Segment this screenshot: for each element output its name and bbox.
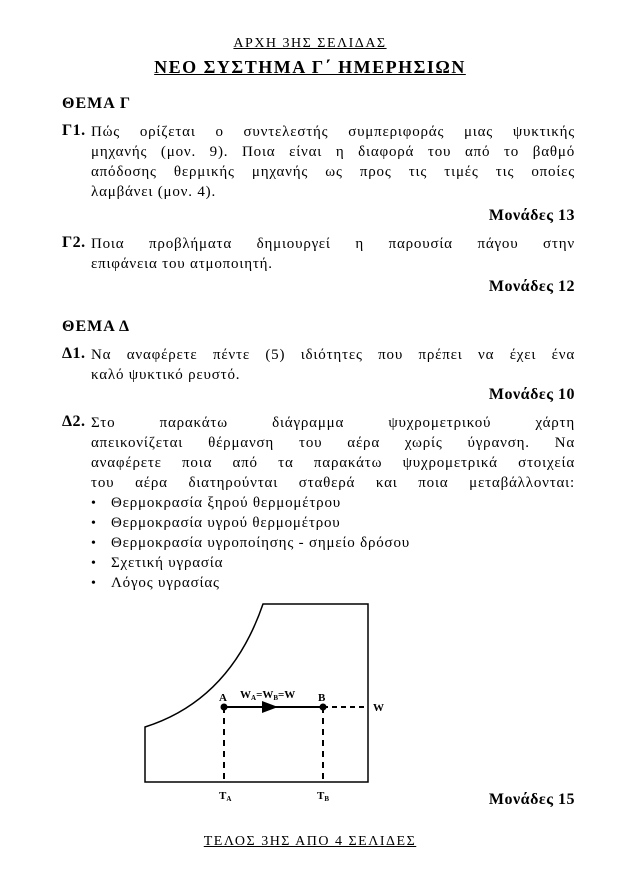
question-d2-marks: Μονάδες 15 — [488, 791, 575, 808]
list-item: • Θερμοκρασία υγρού θερμομέτρου — [91, 513, 410, 533]
question-d1-label: Δ1. — [62, 345, 86, 362]
question-g1-label: Γ1. — [62, 122, 86, 139]
bullet-icon: • — [91, 556, 97, 571]
text-line: του αέρα διατηρούνται σταθερά και ποια μεταβάλλονται: — [91, 475, 575, 491]
point-a-label: A — [219, 692, 227, 704]
text-line: λαμβάνει (μον. 4). — [91, 184, 216, 200]
theme-d-heading: ΘΕΜΑ Δ — [62, 318, 131, 335]
text-line: αναφέρετε ποια από τα παρακάτω ψυχρομετρικά στοιχεία — [91, 455, 575, 471]
document-title: ΝΕΟ ΣΥΣΤΗΜΑ Γ΄ ΗΜΕΡΗΣΙΩΝ — [154, 57, 466, 77]
list-item: • Θερμοκρασία υγροποίησης - σημείο δρόσου — [91, 533, 410, 553]
point-b-marker — [320, 704, 327, 711]
point-a-marker — [221, 704, 228, 711]
question-d1-marks: Μονάδες 10 — [488, 386, 575, 403]
text-line: μηχανής (μον. 9). Ποια είναι η διαφορά του από το βαθμό — [91, 144, 575, 160]
question-d2-label: Δ2. — [62, 413, 86, 430]
bullet-icon: • — [91, 576, 97, 591]
text-line: απεικονίζεται θέρμανση του αέρα χωρίς ύγρανση. Να — [91, 435, 575, 451]
bullet-icon: • — [91, 516, 97, 531]
theme-g-heading: ΘΕΜΑ Γ — [62, 95, 132, 112]
bullet-icon: • — [91, 536, 97, 551]
text-line: απόδοσης θερμικής μηχανής ως προς τις τιμές τις οποίες — [91, 164, 575, 180]
page-footer: ΤΕΛΟΣ 3ΗΣ ΑΠΟ 4 ΣΕΛΙΔΕΣ — [203, 834, 417, 849]
text-line: επιφάνεια του ατμοποιητή. — [91, 256, 273, 272]
list-item: • Λόγος υγρασίας — [91, 573, 410, 593]
text-line: Ποια προβλήματα δημιουργεί η παρουσία πάγου στην — [91, 236, 575, 252]
equation-label: WA=WB=W — [240, 689, 296, 702]
page-header-top: ΑΡΧΗ 3ΗΣ ΣΕΛΙΔΑΣ — [233, 36, 387, 51]
list-item: • Θερμοκρασία ξηρού θερμομέτρου — [91, 493, 410, 513]
text-line: Στο παρακάτω διάγραμμα ψυχρομετρικού χάρτη — [91, 415, 575, 431]
text-line: Πώς ορίζεται ο συντελεστής συμπεριφοράς μιας ψυκτικής — [91, 124, 575, 140]
bullet-icon: • — [91, 496, 97, 511]
w-axis-label: W — [373, 702, 384, 714]
text-line: καλό ψυκτικό ρευστό. — [91, 367, 241, 383]
list-item: • Σχετική υγρασία — [91, 553, 410, 573]
text-line: Να αναφέρετε πέντε (5) ιδιότητες που πρέπει να έχει ένα — [91, 347, 575, 363]
question-g2-label: Γ2. — [62, 234, 86, 251]
point-b-label: B — [318, 692, 326, 704]
question-g2-marks: Μονάδες 12 — [488, 278, 575, 295]
question-g1-marks: Μονάδες 13 — [488, 207, 575, 224]
ta-label: TA — [219, 790, 232, 803]
tb-label: TB — [317, 790, 330, 803]
